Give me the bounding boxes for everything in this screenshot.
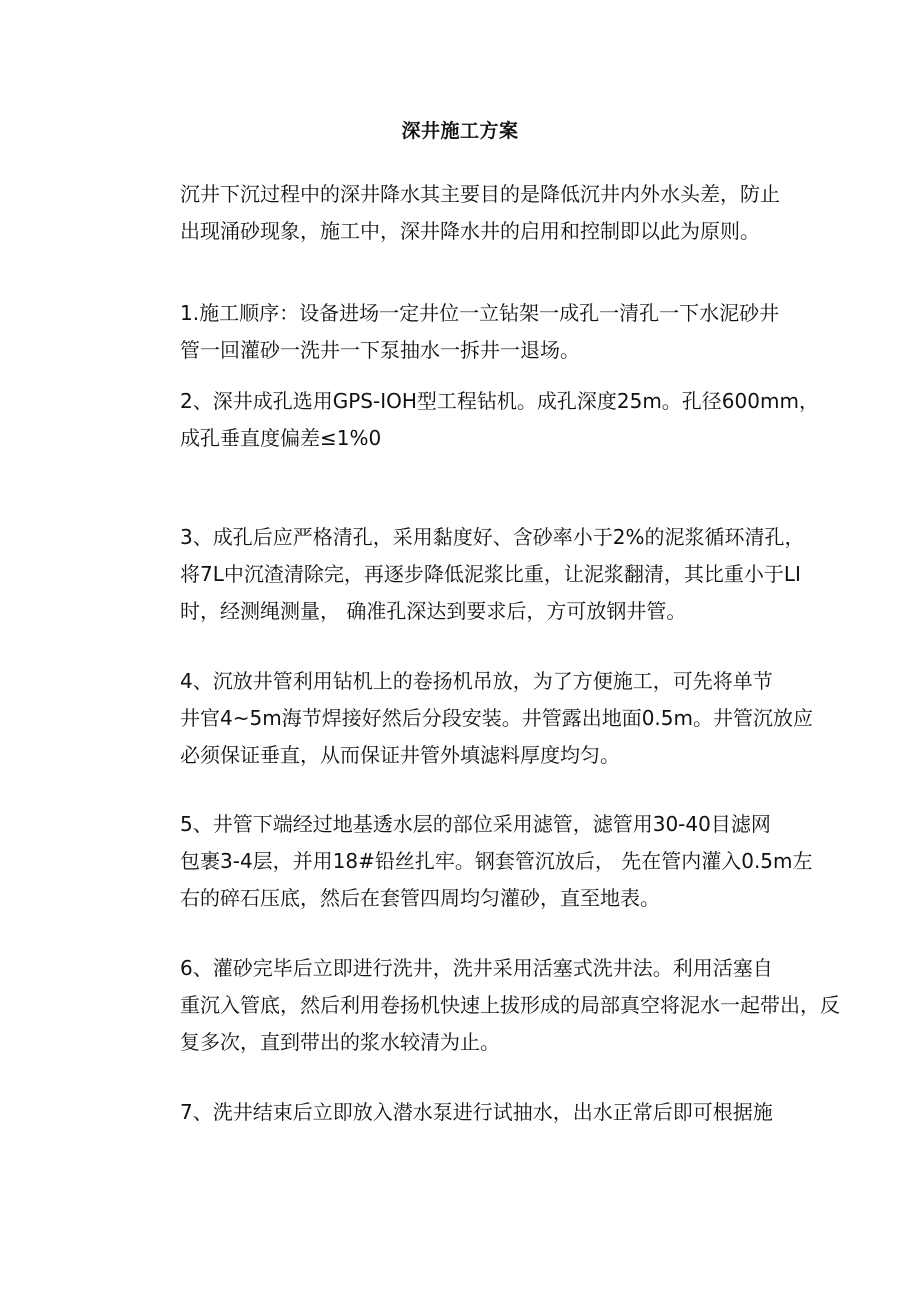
- paragraph-drilling: [140, 383, 819, 457]
- paragraph-hole-cleaning: [140, 519, 805, 630]
- paragraph-line: 沉井下沉过程中的深井降水其主要目的是降低沉井内外水头差，防止: [180, 182, 780, 206]
- paragraph-line: 管一回灌砂一洗井一下泵抽水一拆井一退场。: [180, 338, 580, 362]
- paragraph-line: 7、洗井结束后立即放入潜水泵进行试抽水，出水正常后即可根据施: [180, 1100, 773, 1124]
- paragraph-line: 时，经测绳测量， 确准孔深达到要求后，方可放钢井管。: [180, 599, 687, 623]
- paragraph-line: 重沉入管底，然后利用卷扬机快速上拔形成的局部真空将泥水一起带出，反: [180, 993, 840, 1017]
- paragraph-line: 1.施工顺序：设备进场一定井位一立钻架一成孔一清孔一下水泥砂井: [180, 301, 780, 325]
- paragraph-construction-sequence: [140, 295, 790, 369]
- paragraph-line: 2、深井成孔选用GPS-IOH型工程钻机。成孔深度25m。孔径600mm，: [180, 389, 819, 413]
- document-title: 深井施工方案: [401, 120, 519, 142]
- paragraph-line: 3、成孔后应严格清孔，采用黏度好、含砂率小于2%的泥浆循环清孔，: [180, 525, 805, 549]
- paragraph-line: 井官4~5m海节焊接好然后分段安装。井管露出地面0.5m。井管沉放应: [180, 706, 813, 730]
- paragraph-intro: [140, 176, 790, 250]
- paragraph-line: 包裹3-4层，并用18#铅丝扎牢。钢套管沉放后， 先在管内灌入0.5m左: [180, 849, 813, 873]
- paragraph-filter-pipe: [140, 806, 813, 917]
- paragraph-line: 将7L中沉渣清除完，再逐步降低泥浆比重，让泥浆翻清，其比重小于LI: [180, 562, 801, 586]
- paragraph-line: 5、井管下端经过地基透水层的部位采用滤管，滤管用30-40目滤网: [180, 812, 771, 836]
- paragraph-line: 4、沉放井管利用钻机上的卷扬机吊放，为了方便施工，可先将单节: [180, 669, 773, 693]
- paragraph-line: 6、灌砂完毕后立即进行洗井，洗井采用活塞式洗井法。利用活塞自: [180, 956, 773, 980]
- paragraph-well-washing: [140, 950, 840, 1061]
- paragraph-line: 右的碎石压底，然后在套管四周均匀灌砂，直至地表。: [180, 886, 660, 910]
- paragraph-line: 复多次，直到带出的浆水较清为止。: [180, 1030, 500, 1054]
- paragraph-line: 成孔垂直度偏差≤1%0: [180, 426, 382, 450]
- paragraph-test-pumping: [140, 1094, 790, 1131]
- paragraph-line: 出现涌砂现象，施工中，深井降水井的启用和控制即以此为原则。: [180, 219, 760, 243]
- paragraph-pipe-placement: [140, 663, 813, 774]
- paragraph-line: 必须保证垂直，从而保证井管外填滤料厚度均匀。: [180, 743, 620, 767]
